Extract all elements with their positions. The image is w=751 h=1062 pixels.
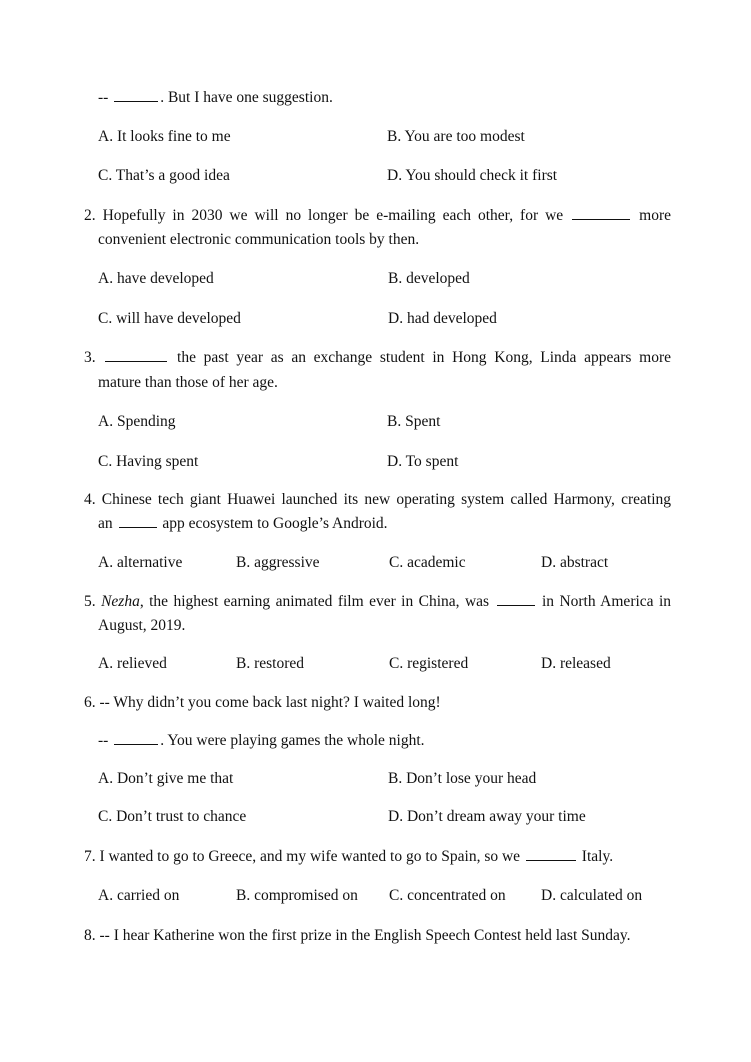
q4-stem-line2: an app ecosystem to Google’s Android. xyxy=(98,515,388,532)
q6-option-b: B. Don’t lose your head xyxy=(388,770,537,787)
q1-reply: -- . But I have one suggestion. xyxy=(98,89,333,106)
q7-stem-line1: 7. I wanted to go to Greece, and my wife wanted to go to Spain, so we Italy. xyxy=(84,848,614,865)
q5-option-c: C. registered xyxy=(389,655,469,672)
q2-stem-line2: convenient electronic communication tools by then. xyxy=(98,231,420,248)
answer-blank xyxy=(114,101,158,102)
q3-option-d: D. To spent xyxy=(387,453,459,470)
q7-option-a: A. carried on xyxy=(98,887,180,904)
q5-option-b: B. restored xyxy=(236,655,305,672)
q3-option-c: C. Having spent xyxy=(98,453,199,470)
q4-option-d: D. abstract xyxy=(541,554,609,571)
answer-blank xyxy=(526,860,576,861)
q7-option-d: D. calculated on xyxy=(541,887,643,904)
q5-option-d: D. released xyxy=(541,655,611,672)
q3-stem-line1: 3. the past year as an exchange student in Hong Kong, Linda appears more xyxy=(84,349,672,366)
q2-stem-line1: 2. Hopefully in 2030 we will no longer be e-mailing each other, for we more xyxy=(84,207,672,224)
q4-stem-line1: 4. Chinese tech giant Huawei launched its new operating system called Harmony, creating xyxy=(84,491,671,508)
q3-stem-line2: mature than those of her age. xyxy=(98,374,278,391)
q5-option-a: A. relieved xyxy=(98,655,167,672)
q2-option-a: A. have developed xyxy=(98,270,214,287)
q2-option-b: B. developed xyxy=(388,270,470,287)
answer-blank xyxy=(114,744,158,745)
q6-option-d: D. Don’t dream away your time xyxy=(388,808,586,825)
q5-stem-line1: 5. Nezha, the highest earning animated film ever in China, was in North America in xyxy=(84,593,672,610)
answer-blank xyxy=(119,527,157,528)
q6-option-c: C. Don’t trust to chance xyxy=(98,808,247,825)
q5-stem-line2: August, 2019. xyxy=(98,617,186,634)
q1-option-b: B. You are too modest xyxy=(387,128,525,145)
q8-stem-line1: 8. -- I hear Katherine won the first prize in the English Speech Contest held last Sunday. xyxy=(84,927,631,944)
q1-option-a: A. It looks fine to me xyxy=(98,128,231,145)
answer-blank xyxy=(572,219,630,220)
answer-blank xyxy=(105,361,167,362)
q4-option-c: C. academic xyxy=(389,554,466,571)
q6-option-a: A. Don’t give me that xyxy=(98,770,234,787)
q4-option-a: A. alternative xyxy=(98,554,183,571)
answer-blank xyxy=(497,605,535,606)
q6-stem-line1: 6. -- Why didn’t you come back last night? I waited long! xyxy=(84,694,441,711)
film-title: Nezha xyxy=(101,593,140,610)
q4-option-b: B. aggressive xyxy=(236,554,320,571)
q1-option-c: C. That’s a good idea xyxy=(98,167,230,184)
q3-option-b: B. Spent xyxy=(387,413,441,430)
q3-option-a: A. Spending xyxy=(98,413,176,430)
q6-reply: -- . You were playing games the whole night. xyxy=(98,732,425,749)
q1-option-d: D. You should check it first xyxy=(387,167,558,184)
q7-option-c: C. concentrated on xyxy=(389,887,506,904)
q2-option-c: C. will have developed xyxy=(98,310,241,327)
q7-option-b: B. compromised on xyxy=(236,887,358,904)
q2-option-d: D. had developed xyxy=(388,310,497,327)
